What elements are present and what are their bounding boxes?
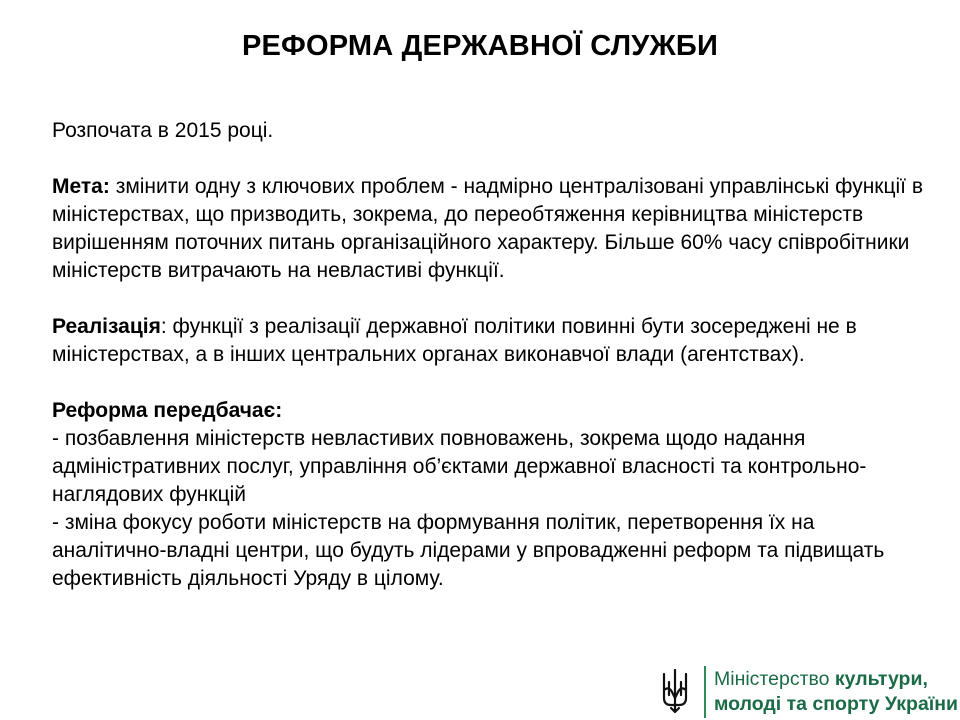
ministry-name: [714, 667, 960, 717]
reform-label: Реформа передбачає:: [52, 399, 283, 422]
intro-text: Розпочата в 2015 році.: [52, 119, 274, 142]
slide-body: [52, 117, 932, 593]
goal-text: змінити одну з ключових проблем - надмірно централізовані управлінські функції в міністерствах, що призводить, зокрема, до переобтяження керівництва міністерств вирішенням поточних питань організаційного характеру. Більше 60% часу співробітники міністерств витрачають на невластиві функції.: [52, 175, 924, 282]
ministry-name-line2: молоді та спорту України: [714, 693, 959, 715]
ministry-name-line1-regular: Міністерство: [714, 668, 835, 690]
ministry-name-line1-bold: культури,: [834, 668, 928, 690]
ministry-logo: [660, 664, 960, 720]
implementation-text: : функції з реалізації державної політики повинні бути зосереджені не в міністерствах, а в інших центральних органах виконавчої влади (агентствах).: [52, 315, 857, 366]
implementation-paragraph: [52, 313, 932, 369]
implementation-label: Реалізація: [52, 315, 161, 338]
reform-item-2: - зміна фокусу роботи міністерств на формування політик, перетворення їх на аналітично-владні центри, що будуть лідерами у впровадженні реформ та підвищать ефективність діяльності Уряду в цілому.: [52, 511, 885, 590]
reform-item-1: - позбавлення міністерств невластивих повноважень, зокрема щодо надання адміністративних послуг, управління об’єктами державної власності та контрольно-наглядових функцій: [52, 427, 867, 506]
logo-divider: [704, 666, 706, 718]
slide-title: РЕФОРМА ДЕРЖАВНОЇ СЛУЖБИ: [241, 30, 719, 62]
trident-icon: [660, 668, 690, 714]
goal-paragraph: [52, 173, 932, 285]
goal-label: Мета:: [52, 175, 110, 198]
